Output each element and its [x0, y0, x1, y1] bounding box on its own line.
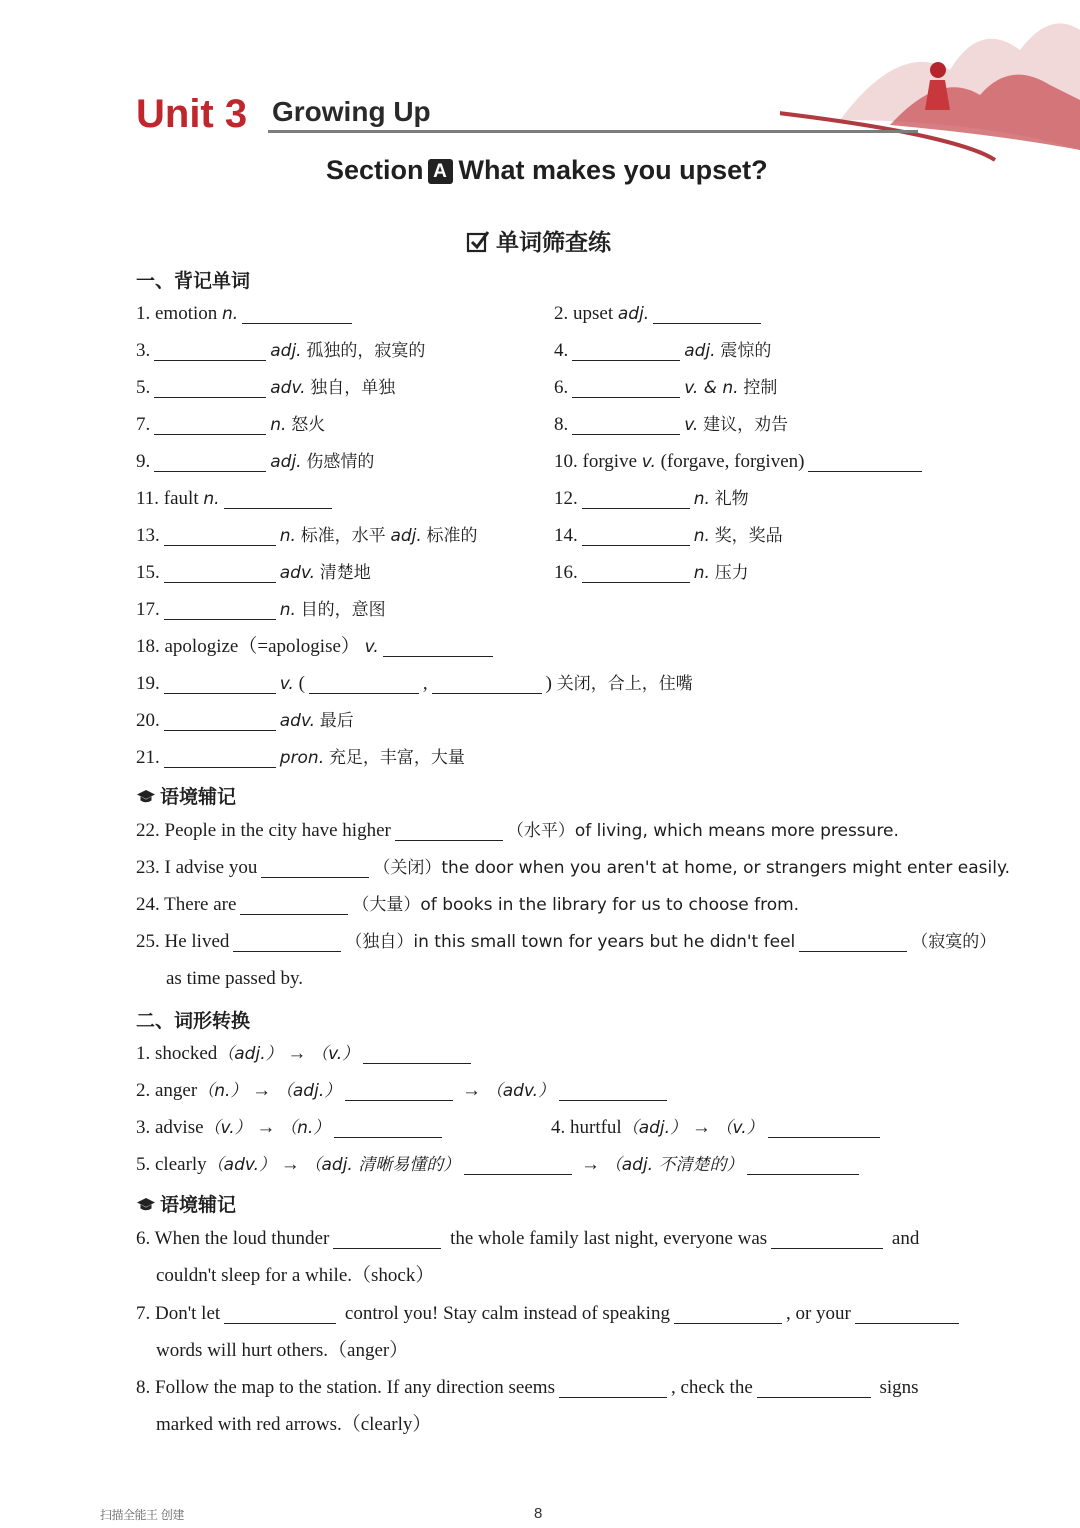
- section-badge: A: [428, 159, 453, 184]
- sentence-25-cont: as time passed by.: [166, 968, 304, 989]
- footer-watermark: 扫描全能王 创建: [100, 1508, 184, 1522]
- context-heading: 语境辅记: [136, 1190, 236, 1217]
- answer-blank[interactable]: [559, 1378, 667, 1398]
- answer-blank[interactable]: [333, 1229, 441, 1249]
- graduation-cap-icon: [136, 1197, 156, 1213]
- answer-blank[interactable]: [242, 304, 352, 324]
- answer-blank[interactable]: [582, 526, 690, 546]
- answer-blank[interactable]: [164, 526, 276, 546]
- answer-blank[interactable]: [572, 341, 680, 361]
- answer-blank[interactable]: [164, 711, 276, 731]
- answer-blank[interactable]: [799, 932, 907, 952]
- practice-label: 单词筛查练: [496, 230, 611, 256]
- sentence-6-cont: couldn't sleep for a while.（shock）: [156, 1265, 435, 1286]
- list-item: 12. n. 礼物: [554, 488, 749, 509]
- answer-blank[interactable]: [345, 1081, 453, 1101]
- answer-blank[interactable]: [224, 1304, 336, 1324]
- list-item: 1. shocked（adj.） → （v.）: [136, 1042, 475, 1066]
- list-item: 1. emotion n.: [136, 302, 356, 326]
- answer-blank[interactable]: [334, 1118, 442, 1138]
- sentence-7: 7. Don't let control you! Stay calm instead of speaking , or your: [136, 1302, 963, 1326]
- sentence-8-cont: marked with red arrows.（clearly）: [156, 1414, 432, 1435]
- sentence-23: 23. I advise you （关闭）the door when you aren't at home, or strangers might enter easily.: [136, 857, 1011, 878]
- answer-blank[interactable]: [855, 1304, 959, 1324]
- list-item: 18. apologize（=apologise） v.: [136, 635, 497, 659]
- list-item: 5. clearly（adv.） → （adj. 清晰易懂的） → （adj. 不清楚的）: [136, 1153, 863, 1177]
- sentence-25: 25. He lived （独自）in this small town for years but he didn't feel （寂寞的）: [136, 931, 997, 952]
- list-item: 2. anger（n.） → （adj.） → （adv.）: [136, 1079, 671, 1103]
- answer-blank[interactable]: [154, 415, 266, 435]
- list-item: 9. adj. 伤感情的: [136, 451, 375, 472]
- unit-number: Unit 3: [136, 92, 248, 136]
- answer-blank[interactable]: [768, 1118, 880, 1138]
- answer-blank[interactable]: [757, 1378, 871, 1398]
- list-item: 14. n. 奖，奖品: [554, 525, 783, 546]
- answer-blank[interactable]: [808, 452, 922, 472]
- answer-blank[interactable]: [233, 932, 341, 952]
- answer-blank[interactable]: [154, 341, 266, 361]
- sentence-22: 22. People in the city have higher （水平）of living, which means more pressure.: [136, 820, 899, 841]
- context-heading: 语境辅记: [136, 782, 236, 809]
- answer-blank[interactable]: [383, 637, 493, 657]
- answer-blank[interactable]: [154, 378, 266, 398]
- answer-blank[interactable]: [653, 304, 761, 324]
- answer-blank[interactable]: [559, 1081, 667, 1101]
- list-item: 2. upset adj.: [554, 302, 765, 326]
- title-underline: [268, 130, 918, 133]
- list-item: 19. v. ( , ) 关闭，合上，住嘴: [136, 673, 693, 694]
- answer-blank[interactable]: [582, 563, 690, 583]
- list-item: 20. adv. 最后: [136, 710, 354, 731]
- list-item: 13. n. 标准，水平 adj. 标准的: [136, 525, 478, 546]
- answer-blank[interactable]: [432, 674, 542, 694]
- answer-blank[interactable]: [164, 674, 276, 694]
- answer-blank[interactable]: [572, 378, 680, 398]
- answer-blank[interactable]: [464, 1155, 572, 1175]
- part1-heading: 一、背记单词: [136, 270, 251, 292]
- answer-blank[interactable]: [747, 1155, 859, 1175]
- sentence-8: 8. Follow the map to the station. If any direction seems , check the signs: [136, 1377, 919, 1398]
- answer-blank[interactable]: [363, 1044, 471, 1064]
- list-item: 11. fault n.: [136, 487, 336, 511]
- header-decoration: [780, 0, 1080, 180]
- answer-blank[interactable]: [164, 600, 276, 620]
- answer-blank[interactable]: [771, 1229, 883, 1249]
- list-item: 3. adj. 孤独的，寂寞的: [136, 340, 426, 361]
- section-title: [326, 155, 768, 186]
- sentence-24: 24. There are （大量）of books in the library for us to choose from.: [136, 894, 800, 915]
- section-name: What makes you upset?: [458, 155, 768, 185]
- list-item: 4. hurtful（adj.） → （v.）: [551, 1116, 884, 1140]
- part2-heading: 二、词形转换: [136, 1010, 251, 1032]
- list-item: 16. n. 压力: [554, 562, 749, 583]
- list-item: 10. forgive v. (forgave, forgiven): [554, 450, 926, 474]
- practice-title: [466, 224, 611, 257]
- graduation-cap-icon: [136, 789, 156, 805]
- answer-blank[interactable]: [572, 415, 680, 435]
- answer-blank[interactable]: [164, 563, 276, 583]
- list-item: 5. adv. 独自，单独: [136, 377, 396, 398]
- answer-blank[interactable]: [261, 858, 369, 878]
- list-item: 8. v. 建议，劝告: [554, 414, 789, 435]
- list-item: 7. n. 怒火: [136, 414, 326, 435]
- list-item: 21. pron. 充足，丰富，大量: [136, 747, 465, 768]
- answer-blank[interactable]: [154, 452, 266, 472]
- sentence-6: 6. When the loud thunder the whole family last night, everyone was and: [136, 1228, 920, 1249]
- answer-blank[interactable]: [309, 674, 419, 694]
- answer-blank[interactable]: [395, 821, 503, 841]
- list-item: 4. adj. 震惊的: [554, 340, 772, 361]
- checkbox-icon: [466, 230, 490, 254]
- section-prefix: Section: [326, 155, 424, 185]
- answer-blank[interactable]: [674, 1304, 782, 1324]
- answer-blank[interactable]: [164, 748, 276, 768]
- list-item: 3. advise（v.） → （n.）: [136, 1116, 446, 1140]
- answer-blank[interactable]: [224, 489, 332, 509]
- answer-blank[interactable]: [240, 895, 348, 915]
- list-item: 17. n. 目的，意图: [136, 599, 386, 620]
- page-number: 8: [534, 1505, 543, 1522]
- list-item: 6. v. & n. 控制: [554, 377, 778, 398]
- sentence-7-cont: words will hurt others.（anger）: [156, 1340, 409, 1361]
- answer-blank[interactable]: [582, 489, 690, 509]
- unit-title: Growing Up: [272, 96, 431, 127]
- list-item: 15. adv. 清楚地: [136, 562, 371, 583]
